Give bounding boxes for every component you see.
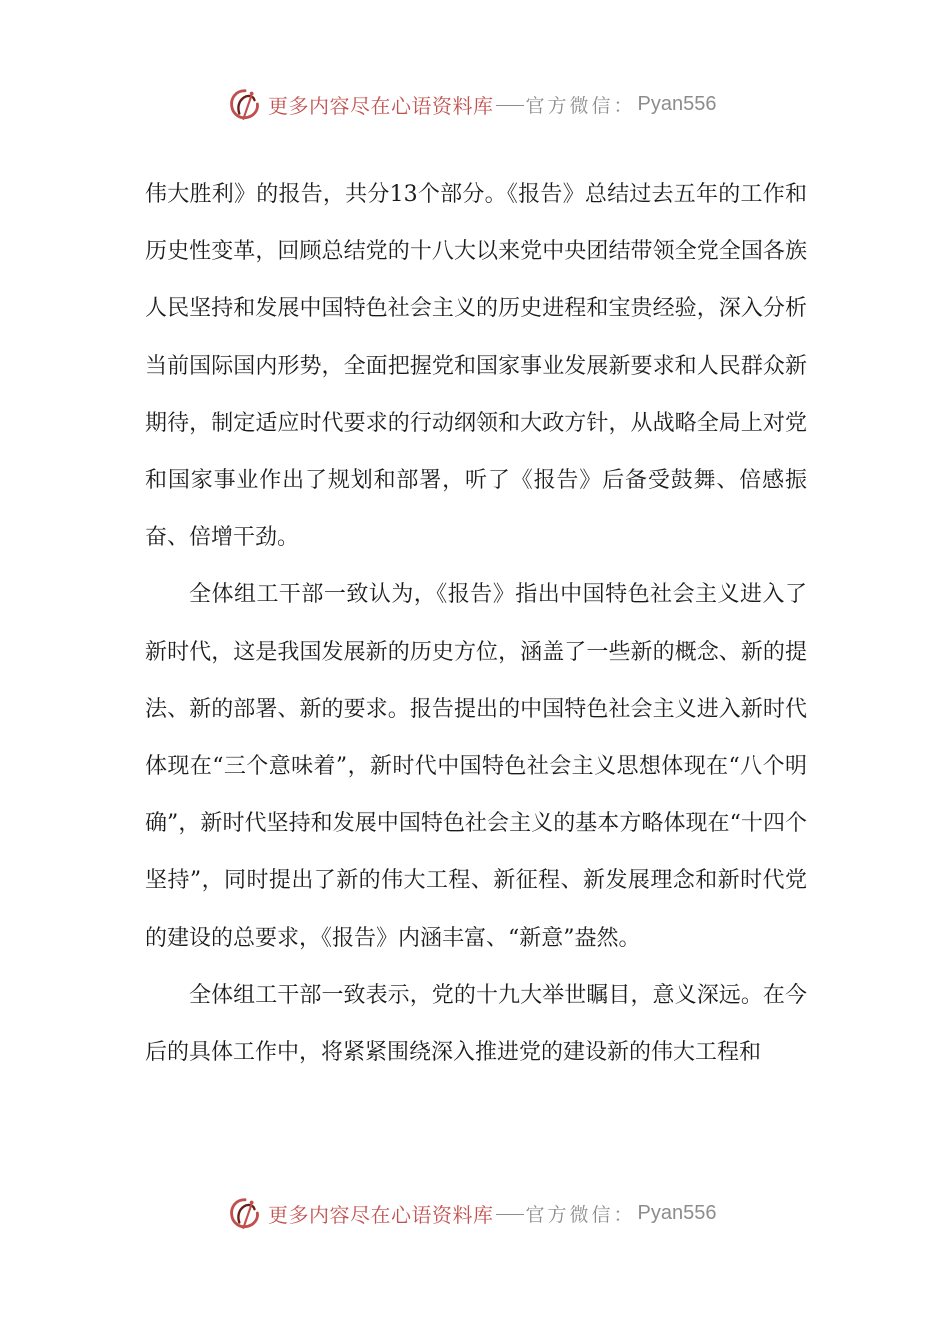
header-banner bbox=[226, 84, 716, 124]
paragraph: 全体组工干部一致表示，党的十九大举世瞩目，意义深远。在今后的具体工作中，将紧紧围绕深入推进党的建设新的伟大工程和 bbox=[145, 982, 807, 1066]
banner-wechat-label: 官方微信： bbox=[525, 94, 636, 117]
banner-wechat-id: Pyan556 bbox=[637, 1201, 717, 1224]
quill-swirl-logo-icon bbox=[226, 85, 264, 123]
paragraph: 伟大胜利》的报告，共分13个部分。《报告》总结过去五年的工作和历史性变革，回顾总结党的十八大以来党中央团结带领全党全国各族人民坚持和发展中国特色社会主义的历史进程和宝贵经验，深入分析当前国际国内形势，全面把握党和国家事业发展新要求和人民群众新期待，制定适应时代要求的行动纲领和大政方针，从战略全局上对党和国家事业作出了规划和部署，听了《报告》后备受鼓舞、倍感振奋、倍增干劲。 bbox=[145, 182, 807, 551]
document-body bbox=[145, 166, 807, 1081]
footer-banner bbox=[226, 1193, 716, 1233]
paragraph: 全体组工干部一致认为，《报告》指出中国特色社会主义进入了新时代，这是我国发展新的历史方位，涵盖了一些新的概念、新的提法、新的部署、新的要求。报告提出的中国特色社会主义进入新时代体现在“三个意味着”，新时代中国特色社会主义思想体现在“八个明确”，新时代坚持和发展中国特色社会主义的基本方略体现在“十四个坚持”，同时提出了新的伟大工程、新征程、新发展理念和新时代党的建设的总要求，《报告》内涵丰富、“新意”盎然。 bbox=[145, 582, 807, 951]
banner-brand-text: 更多内容尽在心语资料库 bbox=[268, 1202, 494, 1227]
banner-brand-text: 更多内容尽在心语资料库 bbox=[268, 93, 494, 118]
quill-swirl-logo-icon bbox=[226, 1194, 264, 1232]
banner-wechat-id: Pyan556 bbox=[637, 92, 717, 115]
banner-wechat-label: 官方微信： bbox=[525, 1203, 636, 1226]
banner-divider bbox=[496, 105, 524, 106]
banner-divider bbox=[496, 1214, 524, 1215]
